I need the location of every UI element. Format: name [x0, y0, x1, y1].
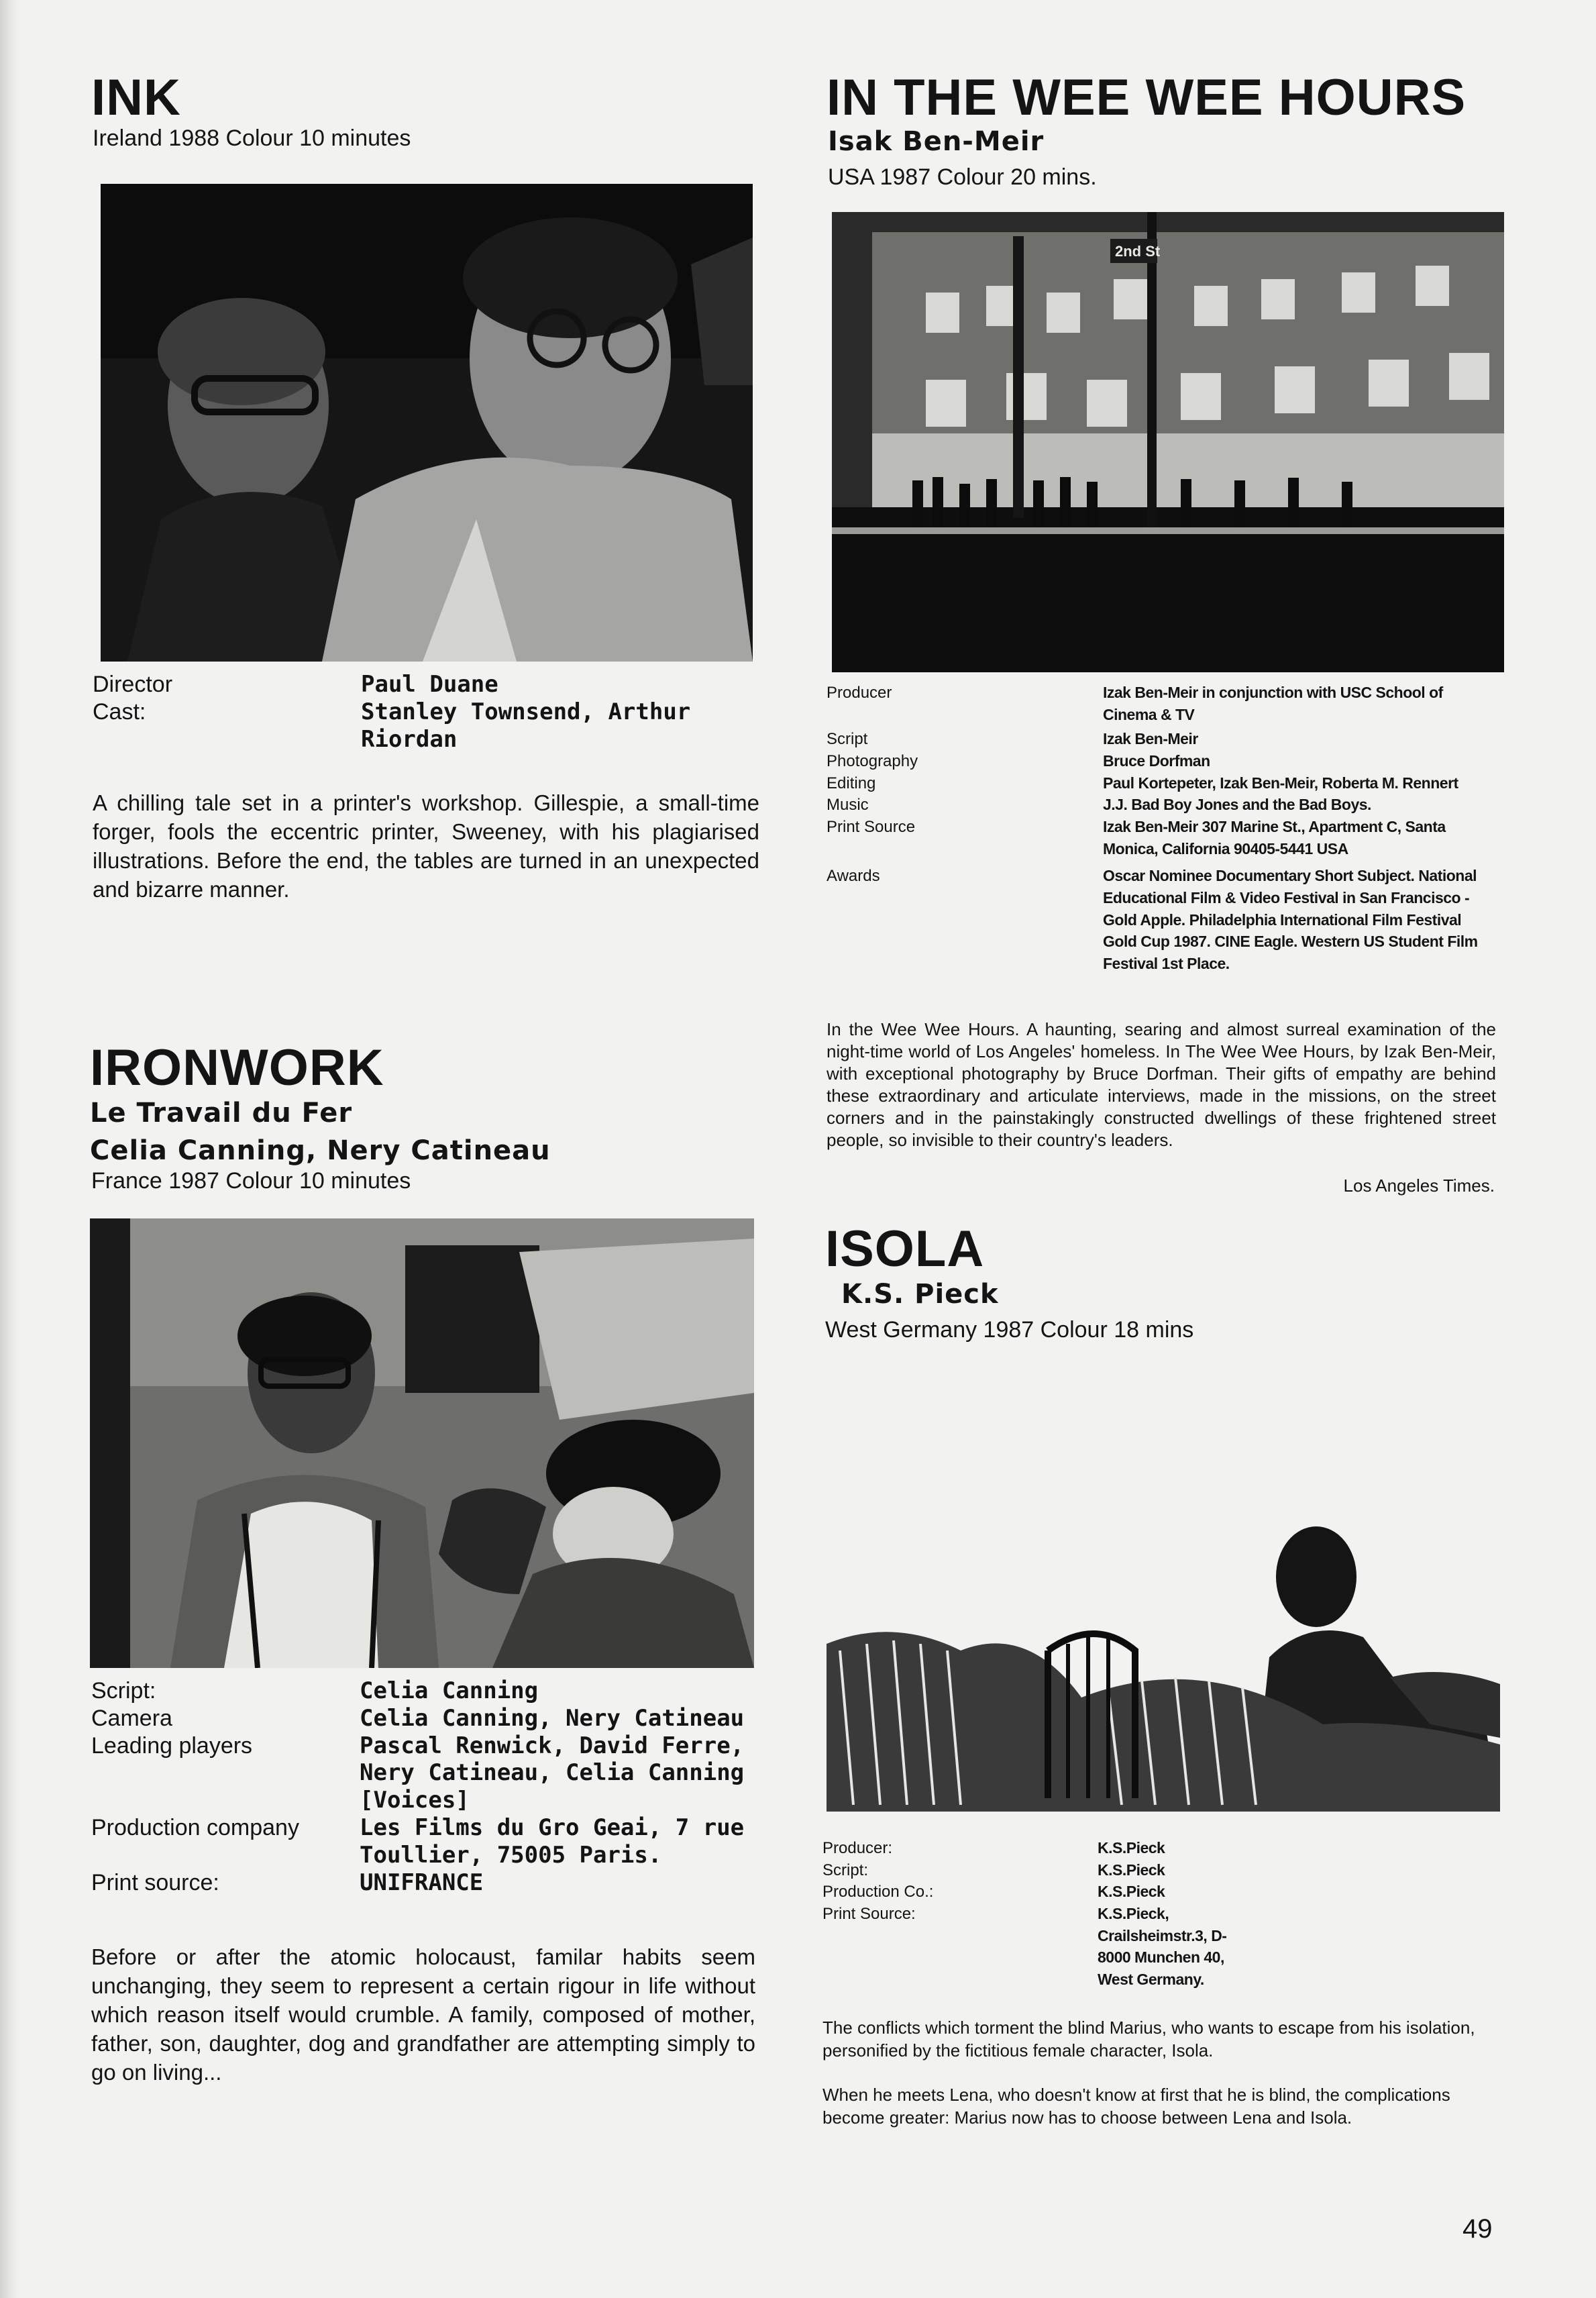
ironwork-title: IRONWORK	[90, 1039, 384, 1096]
page-spine-shadow	[0, 0, 20, 2298]
isola-credits	[822, 1837, 1500, 1991]
credit-value: K.S.Pieck	[1098, 1883, 1165, 1901]
credit-value: Stanley Townsend, Arthur Riordan	[361, 698, 691, 753]
ironwork-credit-row	[91, 1705, 755, 1732]
credit-label: Script	[827, 730, 868, 749]
credit-label: Photography	[827, 751, 918, 770]
ink-synopsis: A chilling tale set in a printer's workshop. Gillespie, a small-time forger, fools the eccentric printer, Sweeney, with his plagiarised illustrations. Before the end, the tables are turned in an unexpected and bizarre manner.	[93, 790, 759, 902]
isola-director: K.S. Pieck	[841, 1279, 999, 1310]
credit-value: Oscar Nominee Documentary Short Subject. National Educational Film & Video Festival in San Francisco - Gold Apple. Philadelphia International Film Festival Gold Cup 1987. CINE Eagle. Western US Student Film Festival 1st Place.	[1103, 867, 1478, 972]
wee-credit-row	[827, 750, 1511, 772]
ink-credits	[93, 671, 757, 753]
ink-title: INK	[91, 69, 181, 126]
ironwork-credit-row	[91, 1732, 755, 1814]
credit-label: Awards	[827, 867, 880, 886]
credit-label: Print Source	[827, 817, 916, 836]
credit-label: Director	[93, 672, 173, 697]
wee-credits	[827, 682, 1511, 975]
ink-credit-row	[93, 698, 757, 753]
credit-value: K.S.Pieck, Crailsheimstr.3, D-8000 Munchen 40, West Germany.	[1098, 1904, 1227, 1988]
isola-meta: West Germany 1987 Colour 18 mins	[825, 1317, 1194, 1343]
wee-director: Isak Ben-Meir	[828, 126, 1045, 157]
ironwork-directors: Celia Canning, Nery Catineau	[90, 1135, 551, 1166]
ink-still-photo	[101, 184, 753, 662]
credit-label: Print source:	[91, 1869, 219, 1895]
wee-quote-source: Los Angeles Times.	[1343, 1176, 1495, 1196]
street-sign: 2nd St	[1115, 243, 1161, 260]
credit-value: Paul Duane	[361, 671, 498, 698]
wee-credit-row	[827, 728, 1511, 750]
ironwork-credit-row	[91, 1814, 755, 1869]
ironwork-meta: France 1987 Colour 10 minutes	[91, 1168, 411, 1194]
credit-label: Editing	[827, 774, 876, 792]
credit-label: Script:	[822, 1861, 869, 1879]
credit-value: Bruce Dorfman	[1103, 751, 1210, 770]
credit-value: Izak Ben-Meir	[1103, 730, 1198, 748]
credit-label: Script:	[91, 1678, 156, 1704]
wee-still-photo	[832, 212, 1504, 672]
credit-value: J.J. Bad Boy Jones and the Bad Boys.	[1103, 796, 1371, 814]
credit-value: K.S.Pieck	[1098, 1839, 1165, 1857]
credit-value: Izak Ben-Meir in conjunction with USC School of Cinema & TV	[1103, 684, 1443, 723]
isola-synopsis-2: When he meets Lena, who doesn't know at first that he is blind, the complications become greater: Marius now has to choose between Lena and Isola.	[822, 2085, 1450, 2128]
ink-credit-row	[93, 671, 757, 698]
wee-credit-row	[827, 682, 1511, 725]
ironwork-still-photo	[90, 1218, 754, 1668]
credit-value: Les Films du Gro Geai, 7 rue Toullier, 75005 Paris.	[360, 1814, 745, 1869]
isola-title: ISOLA	[825, 1220, 985, 1277]
credit-value: Pascal Renwick, David Ferre, Nery Catineau, Celia Canning [Voices]	[360, 1732, 745, 1814]
ironwork-credits	[91, 1677, 755, 1896]
page-number: 49	[1462, 2214, 1493, 2244]
isola-credit-row	[822, 1859, 1500, 1881]
credit-value: Paul Kortepeter, Izak Ben-Meir, Roberta M. Rennert	[1103, 774, 1458, 792]
ironwork-credit-row	[91, 1677, 755, 1705]
isola-credit-row	[822, 1837, 1500, 1859]
credit-value: Izak Ben-Meir 307 Marine St., Apartment C, Santa Monica, California 90405-5441 USA	[1103, 817, 1446, 857]
credit-value: Celia Canning	[360, 1677, 539, 1704]
wee-synopsis: In the Wee Wee Hours. A haunting, searing and almost surreal examination of the night-time world of Los Angeles' homeless. In The Wee Wee Hours, by Izak Ben-Meir, with exceptional photography by Bruce Dorfman. Their gifts of empathy are behind these extraordinary and articulate interviews, made in the missions, on the street corners and in the painstakingly constructed dwellings of these frightened street people, so invisible to their country's leaders.	[827, 1019, 1496, 1151]
credit-label: Camera	[91, 1705, 172, 1731]
credit-value: UNIFRANCE	[360, 1869, 484, 1896]
credit-label: Leading players	[91, 1732, 253, 1759]
ironwork-synopsis: Before or after the atomic holocaust, familar habits seem unchanging, they seem to represent a certain rigour in life without which reason itself would crumble. A family, composed of mother, father, son, daughter, dog and grandfather are attempting simply to go on living...	[91, 1944, 755, 2085]
wee-meta: USA 1987 Colour 20 mins.	[828, 164, 1097, 190]
isola-credit-row	[822, 1903, 1500, 1991]
credit-label: Cast:	[93, 698, 146, 725]
credit-label: Producer	[827, 684, 892, 702]
credit-label: Music	[827, 796, 869, 815]
wee-title: IN THE WEE WEE HOURS	[827, 69, 1467, 126]
ironwork-credit-row	[91, 1869, 755, 1897]
wee-credit-row	[827, 772, 1511, 794]
wee-credit-row	[827, 865, 1511, 974]
isola-credit-row	[822, 1881, 1500, 1903]
credit-label: Production Co.:	[822, 1883, 934, 1901]
isola-synopsis-1: The conflicts which torment the blind Marius, who wants to escape from his isolation, personified by the fictitious female character, Isola.	[822, 2018, 1475, 2060]
credit-label: Producer:	[822, 1839, 893, 1857]
wee-credit-row	[827, 816, 1511, 859]
credit-value: Celia Canning, Nery Catineau	[360, 1704, 745, 1732]
wee-credit-row	[827, 794, 1511, 816]
credit-label: Production company	[91, 1814, 299, 1840]
credit-value: K.S.Pieck	[1098, 1861, 1165, 1879]
ironwork-subtitle: Le Travail du Fer	[90, 1098, 353, 1129]
isola-still-photo	[827, 1516, 1500, 1820]
ink-meta: Ireland 1988 Colour 10 minutes	[93, 125, 411, 151]
credit-label: Print Source:	[822, 1904, 916, 1923]
